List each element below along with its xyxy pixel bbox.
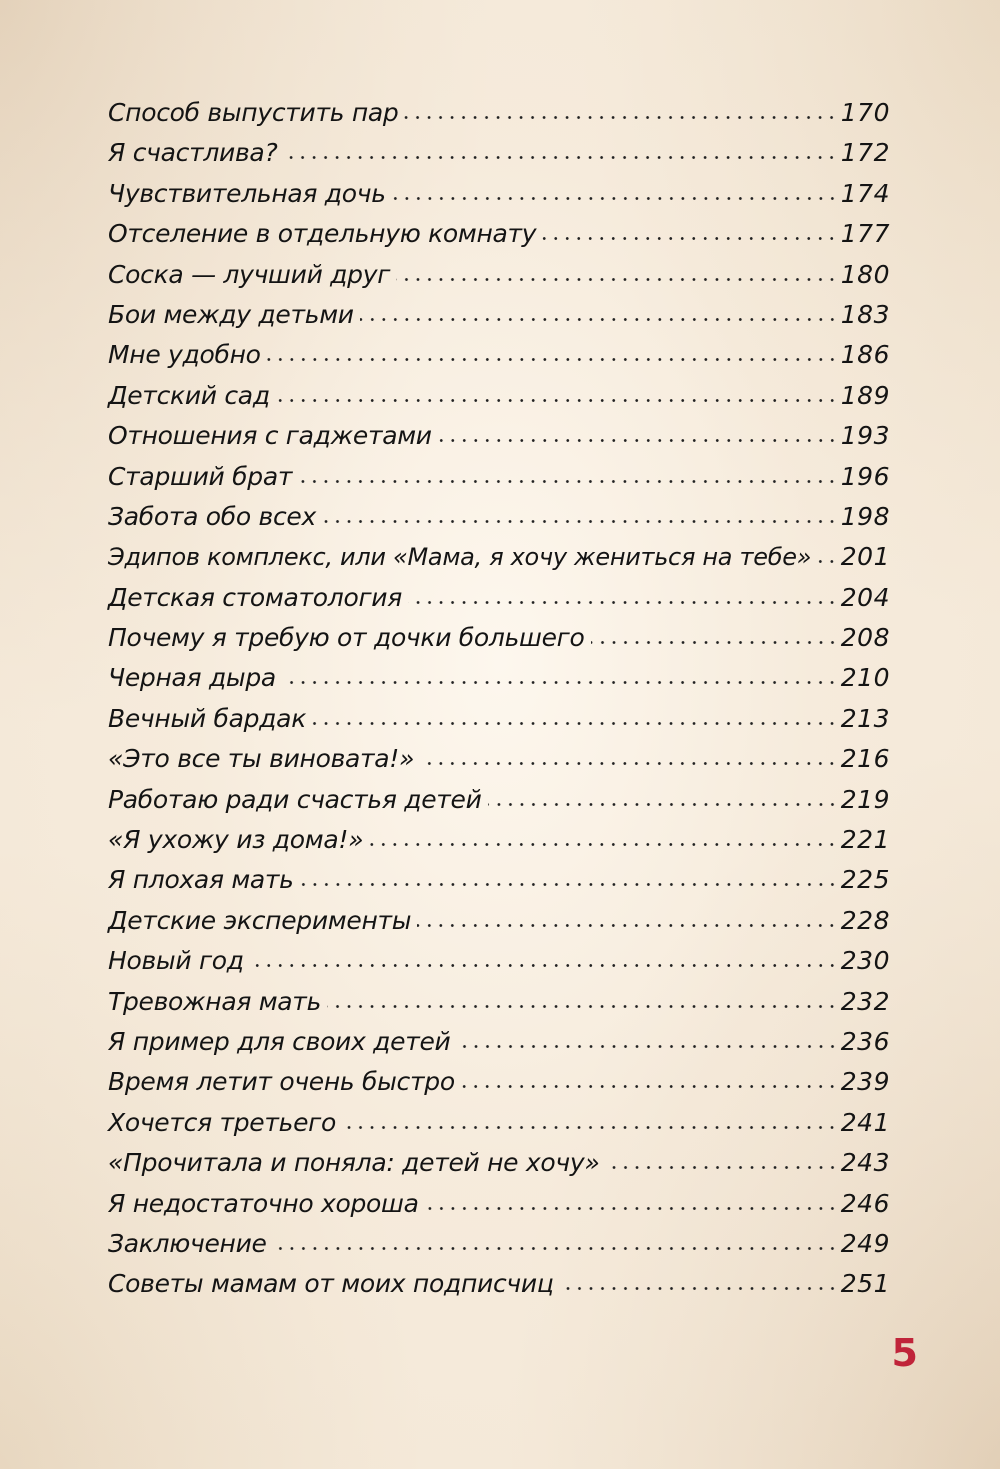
dot-leader xyxy=(606,1166,838,1169)
toc-entry-title: Работаю ради счастья детей xyxy=(108,784,482,814)
toc-entry[interactable] xyxy=(108,578,890,618)
toc-entry[interactable] xyxy=(108,618,890,658)
dot-leader xyxy=(457,1045,838,1048)
toc-entry[interactable] xyxy=(108,941,890,981)
toc-entry-title: Детские эксперименты xyxy=(108,905,412,935)
dot-leader xyxy=(420,762,838,765)
table-of-contents xyxy=(108,93,890,1305)
toc-entry-page: 172 xyxy=(840,138,890,168)
toc-entry[interactable] xyxy=(108,860,890,900)
toc-entry-page: 201 xyxy=(840,542,890,572)
toc-entry-title: «Прочитала и поняла: детей не хочу» xyxy=(108,1148,600,1178)
toc-entry[interactable] xyxy=(108,214,890,254)
dot-leader xyxy=(392,197,838,200)
toc-entry[interactable] xyxy=(108,982,890,1022)
toc-entry[interactable] xyxy=(108,739,890,779)
toc-entry-page: 228 xyxy=(840,905,890,935)
dot-leader xyxy=(282,681,838,684)
dot-leader xyxy=(369,843,838,846)
toc-entry-title: Я пример для своих детей xyxy=(108,1026,451,1056)
dot-leader xyxy=(322,520,838,523)
toc-entry[interactable] xyxy=(108,457,890,497)
toc-entry-title: Чувствительная дочь xyxy=(108,178,386,208)
toc-entry-title: Хочется третьего xyxy=(108,1107,336,1137)
toc-entry-title: Я недостаточно хороша xyxy=(108,1188,419,1218)
toc-entry[interactable] xyxy=(108,1062,890,1102)
toc-entry[interactable] xyxy=(108,780,890,820)
dot-leader xyxy=(591,641,838,644)
toc-entry-title: Мне удобно xyxy=(108,340,261,370)
toc-entry-page: 213 xyxy=(840,703,890,733)
toc-entry-title: «Я ухожу из дома!» xyxy=(108,825,364,855)
dot-leader xyxy=(300,883,838,886)
toc-entry-title: Я счастлива? xyxy=(108,138,278,168)
toc-entry-title: Способ выпустить пар xyxy=(108,98,399,127)
toc-entry[interactable] xyxy=(108,1264,890,1304)
dot-leader xyxy=(542,237,838,240)
toc-entry[interactable] xyxy=(108,1224,890,1264)
toc-entry[interactable] xyxy=(108,1103,890,1143)
toc-entry-title: Отселение в отдельную комнату xyxy=(108,219,537,249)
toc-entry[interactable] xyxy=(108,901,890,941)
dot-leader xyxy=(404,116,837,119)
toc-entry-title: Забота обо всех xyxy=(108,501,317,531)
toc-entry-title: Эдипов комплекс, или «Мама, я хочу жениться на тебе» xyxy=(108,543,812,572)
toc-entry-page: 208 xyxy=(840,623,890,653)
toc-entry-page: 170 xyxy=(840,98,890,127)
dot-leader xyxy=(276,399,838,402)
dot-leader xyxy=(817,560,838,563)
toc-entry-title: Старший брат xyxy=(108,461,293,491)
dot-leader xyxy=(560,1287,838,1290)
toc-entry-page: 232 xyxy=(840,986,890,1016)
dot-leader xyxy=(312,722,838,725)
toc-entry[interactable] xyxy=(108,133,890,173)
dot-leader xyxy=(488,803,838,806)
toc-entry-page: 216 xyxy=(840,744,890,774)
toc-entry[interactable] xyxy=(108,1022,890,1062)
dot-leader xyxy=(408,601,838,604)
toc-entry[interactable] xyxy=(108,93,890,133)
toc-entry-page: 219 xyxy=(840,784,890,814)
toc-entry[interactable] xyxy=(108,416,890,456)
dot-leader xyxy=(438,439,838,442)
toc-entry[interactable] xyxy=(108,335,890,375)
toc-entry[interactable] xyxy=(108,1184,890,1224)
toc-entry-title: Вечный бардак xyxy=(108,703,306,733)
dot-leader xyxy=(360,318,838,321)
page-number: 5 xyxy=(891,1331,918,1375)
dot-leader xyxy=(461,1085,838,1088)
dot-leader xyxy=(417,924,838,927)
toc-entry[interactable] xyxy=(108,255,890,295)
toc-entry-title: Детский сад xyxy=(108,380,270,410)
toc-entry-page: 193 xyxy=(840,421,890,451)
dot-leader xyxy=(342,1126,838,1129)
toc-entry-title: Советы мамам от моих подписчиц xyxy=(108,1269,554,1299)
toc-entry-page: 221 xyxy=(840,825,890,855)
toc-entry-page: 246 xyxy=(840,1188,890,1218)
toc-entry-title: Бои между детьми xyxy=(108,299,354,329)
toc-entry-title: Соска — лучший друг xyxy=(108,259,391,289)
toc-entry-page: 198 xyxy=(840,501,890,531)
toc-entry-page: 249 xyxy=(840,1228,890,1258)
toc-entry-page: 186 xyxy=(840,340,890,370)
toc-entry[interactable] xyxy=(108,820,890,860)
toc-entry-title: Заключение xyxy=(108,1228,267,1258)
toc-entry[interactable] xyxy=(108,174,890,214)
dot-leader xyxy=(298,480,838,483)
toc-entry-title: Время летит очень быстро xyxy=(108,1067,455,1097)
toc-entry-page: 251 xyxy=(840,1269,890,1299)
toc-entry-page: 225 xyxy=(840,865,890,895)
dot-leader xyxy=(250,964,838,967)
toc-entry[interactable] xyxy=(108,658,890,698)
toc-entry-page: 174 xyxy=(840,178,890,208)
toc-entry[interactable] xyxy=(108,1143,890,1183)
toc-entry-page: 196 xyxy=(840,461,890,491)
toc-entry-page: 241 xyxy=(840,1107,890,1137)
toc-entry-title: Детская стоматология xyxy=(108,582,402,612)
toc-entry-title: Отношения с гаджетами xyxy=(108,421,432,451)
toc-entry[interactable] xyxy=(108,537,890,577)
toc-entry-page: 204 xyxy=(840,582,890,612)
toc-entry[interactable] xyxy=(108,699,890,739)
dot-leader xyxy=(327,1005,838,1008)
toc-entry-page: 239 xyxy=(840,1067,890,1097)
toc-entry-page: 236 xyxy=(840,1026,890,1056)
toc-entry-page: 243 xyxy=(840,1148,890,1178)
dot-leader xyxy=(396,278,838,281)
dot-leader xyxy=(267,358,838,361)
toc-entry-page: 230 xyxy=(840,946,890,976)
toc-entry-title: Я плохая мать xyxy=(108,865,294,895)
toc-entry-page: 177 xyxy=(840,219,890,249)
toc-entry-page: 189 xyxy=(840,380,890,410)
toc-entry-page: 180 xyxy=(840,259,890,289)
toc-entry[interactable] xyxy=(108,376,890,416)
toc-entry[interactable] xyxy=(108,295,890,335)
toc-entry-title: Почему я требую от дочки большего xyxy=(108,623,585,653)
dot-leader xyxy=(425,1207,838,1210)
toc-entry-page: 183 xyxy=(840,299,890,329)
toc-entry-title: Тревожная мать xyxy=(108,986,321,1016)
toc-entry-title: «Это все ты виновата!» xyxy=(108,744,415,774)
toc-entry-page: 210 xyxy=(840,663,890,693)
dot-leader xyxy=(283,156,837,159)
dot-leader xyxy=(273,1247,838,1250)
toc-entry[interactable] xyxy=(108,497,890,537)
toc-entry-title: Новый год xyxy=(108,946,244,976)
toc-entry-title: Черная дыра xyxy=(108,663,276,693)
